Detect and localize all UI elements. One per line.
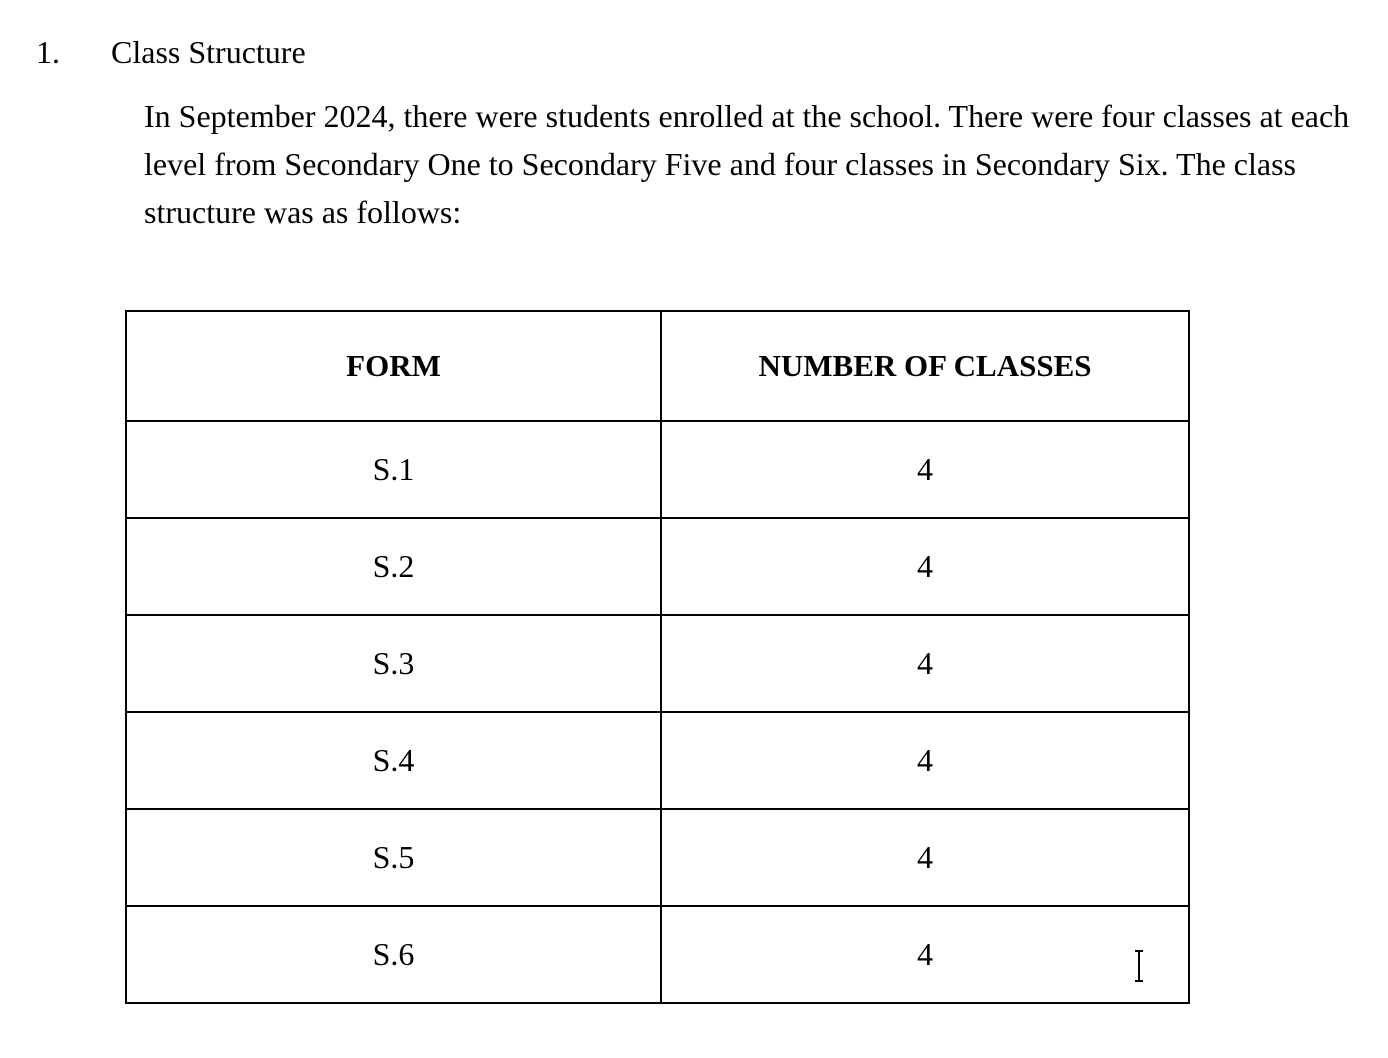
classes-cell: 4 (661, 615, 1189, 712)
form-cell: S.5 (126, 809, 661, 906)
i-beam-cursor-icon (1133, 950, 1145, 982)
form-cell: S.1 (126, 421, 661, 518)
intro-paragraph (144, 92, 1376, 236)
table-row (126, 421, 1189, 518)
table-header-row (126, 311, 1189, 421)
classes-cell: 4 (661, 518, 1189, 615)
classes-cell: 4 (661, 712, 1189, 809)
table-row (126, 518, 1189, 615)
intro-line: structure was as follows: (144, 194, 462, 230)
form-cell: S.2 (126, 518, 661, 615)
section-title: Class Structure (111, 34, 306, 70)
section-number: 1. (36, 34, 60, 70)
intro-line: In September 2024, there were students enrolled at the school. There were four classes at each (144, 98, 1350, 134)
class-structure-table (125, 310, 1190, 1004)
form-cell: S.4 (126, 712, 661, 809)
intro-line: level from Secondary One to Secondary Five and four classes in Secondary Six. The class (144, 146, 1296, 182)
header-number-of-classes: NUMBER OF CLASSES (661, 311, 1189, 421)
classes-cell: 4 (661, 906, 1189, 1003)
table-row (126, 906, 1189, 1003)
header-form: FORM (126, 311, 661, 421)
table-row (126, 712, 1189, 809)
classes-cell: 4 (661, 421, 1189, 518)
form-cell: S.3 (126, 615, 661, 712)
classes-cell: 4 (661, 809, 1189, 906)
table-row (126, 615, 1189, 712)
form-cell: S.6 (126, 906, 661, 1003)
table-row (126, 809, 1189, 906)
